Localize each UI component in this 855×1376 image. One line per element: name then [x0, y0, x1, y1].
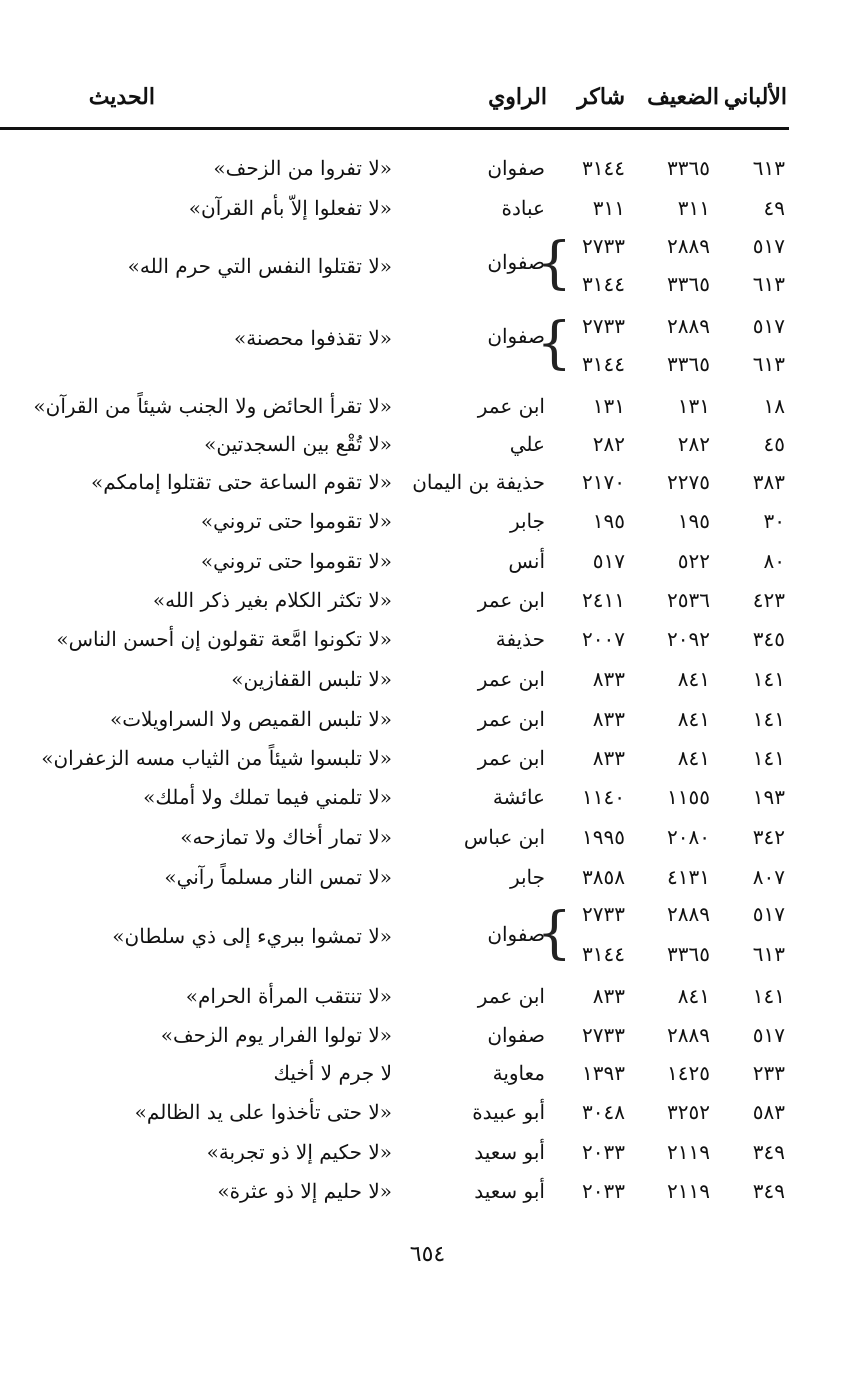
albani-number: ١١٥٥ [667, 785, 710, 809]
narrator: صفوان [487, 1023, 545, 1047]
hadith-text: «لا تقوموا حتى تروني» [200, 509, 392, 533]
daif-number: ٤٥ [763, 432, 785, 456]
table-row [0, 1019, 800, 1051]
albani-number: ٣٣٦٥ [667, 352, 710, 376]
albani-number: ٢٨٢ [677, 432, 710, 456]
table-row [0, 980, 800, 1012]
shakir-number: ٢٠٠٧ [582, 627, 625, 651]
albani-number: ٣١١ [677, 196, 710, 220]
hadith-text: «لا حتى تأخذوا على يد الظالم» [134, 1100, 392, 1124]
brace-mark: { [536, 311, 572, 376]
shakir-number: ٣١٤٤ [582, 272, 625, 296]
daif-number: ١٩٣ [752, 785, 785, 809]
shakir-number: ٢٧٣٣ [582, 1023, 625, 1047]
albani-number: ٢٥٣٦ [667, 588, 710, 612]
shakir-number: ١٩٩٥ [582, 825, 625, 849]
narrator: حذيفة بن اليمان [412, 470, 545, 494]
shakir-number: ١٣٩٣ [582, 1061, 625, 1085]
narrator: ابن عمر [477, 394, 545, 418]
grouped-row [0, 230, 800, 300]
shakir-number: ٣١١ [592, 196, 625, 220]
table-row [0, 1057, 800, 1089]
header-rule [0, 127, 789, 130]
shakir-number: ٥١٧ [592, 549, 625, 573]
narrator: ابن عمر [477, 984, 545, 1008]
albani-number: ٢١١٩ [667, 1140, 710, 1164]
albani-number: ٢٨٨٩ [667, 1023, 710, 1047]
albani-number: ٣٣٦٥ [667, 156, 710, 180]
table-row [0, 390, 800, 422]
daif-number: ١٨ [763, 394, 785, 418]
albani-number: ٨٤١ [677, 746, 710, 770]
narrator: عائشة [492, 785, 545, 809]
hadith-text: لا جرم لا أخيك [273, 1061, 392, 1085]
table-row [0, 192, 800, 224]
narrator: حذيفة [495, 627, 545, 651]
shakir-number: ٣١٤٤ [582, 942, 625, 966]
shakir-number: ٢٠٣٣ [582, 1179, 625, 1203]
hadith-text: «لا تولوا الفرار يوم الزحف» [160, 1023, 392, 1047]
shakir-number: ٨٣٣ [592, 746, 625, 770]
hadith-text: «لا تكونوا امَّعة تقولون إن أحسن الناس» [56, 627, 392, 651]
table-row [0, 663, 800, 695]
hadith-text: «لا تلبس القميص ولا السراويلات» [109, 707, 392, 731]
shakir-number: ٣٠٤٨ [582, 1100, 625, 1124]
daif-number: ٨٠ [763, 549, 785, 573]
header-hadith: الحديث [88, 84, 155, 110]
shakir-number: ٢٤١١ [582, 588, 625, 612]
table-row [0, 584, 800, 616]
shakir-number: ١١٤٠ [582, 785, 625, 809]
shakir-number: ٢٠٣٣ [582, 1140, 625, 1164]
hadith-text: «لا تمار أخاك ولا تمازحه» [180, 825, 392, 849]
narrator: معاوية [492, 1061, 545, 1085]
daif-number: ٦١٣ [752, 942, 785, 966]
narrator: صفوان [487, 250, 545, 274]
daif-number: ٣٤٩ [752, 1179, 785, 1203]
shakir-number: ٢٨٢ [592, 432, 625, 456]
table-row [0, 1175, 800, 1207]
shakir-number: ٣١٤٤ [582, 352, 625, 376]
hadith-text: «لا تقوموا حتى تروني» [200, 549, 392, 573]
table-row [0, 348, 800, 380]
shakir-number: ١٣١ [592, 394, 625, 418]
hadith-text: «لا تقرأ الحائض ولا الجنب شيئاً من القرآن» [33, 394, 392, 418]
daif-number: ٦١٣ [752, 352, 785, 376]
narrator: ابن عمر [477, 746, 545, 770]
daif-number: ٥١٧ [752, 234, 785, 258]
daif-number: ٢٣٣ [752, 1061, 785, 1085]
shakir-number: ٨٣٣ [592, 667, 625, 691]
albani-number: ٤١٣١ [667, 865, 710, 889]
daif-number: ٤٢٣ [752, 588, 785, 612]
narrator: جابر [509, 865, 545, 889]
header-shakir: شاكر [577, 84, 625, 110]
daif-number: ٦١٣ [752, 272, 785, 296]
hadith-text: «لا حليم إلا ذو عثرة» [217, 1179, 392, 1203]
header-rawi: الراوي [488, 84, 547, 110]
narrator: أنس [508, 549, 545, 573]
albani-number: ٨٤١ [677, 707, 710, 731]
albani-number: ٢٠٩٢ [667, 627, 710, 651]
grouped-row [0, 310, 800, 380]
daif-number: ٥١٧ [752, 314, 785, 338]
albani-number: ٣٢٥٢ [667, 1100, 710, 1124]
shakir-number: ٢٧٣٣ [582, 234, 625, 258]
table-row [0, 623, 800, 655]
header-daif: الضعيف [647, 84, 719, 110]
daif-number: ١٤١ [752, 746, 785, 770]
table-row [0, 1136, 800, 1168]
albani-number: ١٣١ [677, 394, 710, 418]
hadith-text: «لا تقذفوا محصنة» [234, 326, 392, 350]
albani-number: ١٤٢٥ [667, 1061, 710, 1085]
daif-number: ٦١٣ [752, 156, 785, 180]
albani-number: ٢٠٨٠ [667, 825, 710, 849]
daif-number: ١٤١ [752, 667, 785, 691]
daif-number: ٣٨٣ [752, 470, 785, 494]
hadith-text: «لا تقتلوا النفس التي حرم الله» [127, 254, 392, 278]
brace-mark: { [536, 901, 572, 966]
table-row [0, 1096, 800, 1128]
narrator: صفوان [487, 324, 545, 348]
hadith-text: «لا تكثر الكلام بغير ذكر الله» [152, 588, 392, 612]
table-row [0, 861, 800, 893]
albani-number: ١٩٥ [677, 509, 710, 533]
albani-number: ٨٤١ [677, 984, 710, 1008]
daif-number: ٨٠٧ [752, 865, 785, 889]
albani-number: ٢٨٨٩ [667, 314, 710, 338]
daif-number: ٣٤٢ [752, 825, 785, 849]
narrator: صفوان [487, 922, 545, 946]
daif-number: ٥١٧ [752, 1023, 785, 1047]
table-header [0, 84, 795, 118]
shakir-number: ٣٨٥٨ [582, 865, 625, 889]
table-row [0, 545, 800, 577]
table-row [0, 703, 800, 735]
hadith-text: «لا تمشوا ببريء إلى ذي سلطان» [112, 924, 392, 948]
table-row [0, 428, 800, 460]
narrator: أبو سعيد [474, 1140, 545, 1164]
daif-number: ٤٩ [763, 196, 785, 220]
daif-number: ٥٨٣ [752, 1100, 785, 1124]
shakir-number: ٣١٤٤ [582, 156, 625, 180]
brace-mark: { [536, 231, 572, 296]
table-row [0, 152, 800, 184]
table-row [0, 742, 800, 774]
grouped-row [0, 898, 800, 970]
hadith-text: «لا تلبس القفازين» [231, 667, 392, 691]
albani-number: ٣٣٦٥ [667, 942, 710, 966]
hadith-text: «لا تُقْع بين السجدتين» [204, 432, 392, 456]
header-albani: الألباني [723, 84, 787, 110]
albani-number: ٢٨٨٩ [667, 902, 710, 926]
albani-number: ٥٢٢ [677, 549, 710, 573]
narrator: أبو عبيدة [472, 1100, 545, 1124]
hadith-text: «لا تلبسوا شيئاً من الثياب مسه الزعفران» [41, 746, 392, 770]
hadith-text: «لا تفروا من الزحف» [213, 156, 392, 180]
hadith-text: «لا تمس النار مسلماً رآني» [164, 865, 392, 889]
daif-number: ٣٤٩ [752, 1140, 785, 1164]
hadith-text: «لا حكيم إلا ذو تجربة» [206, 1140, 392, 1164]
table-row [0, 781, 800, 813]
table-row [0, 821, 800, 853]
table-row [0, 505, 800, 537]
daif-number: ٣٠ [763, 509, 785, 533]
hadith-text: «لا تقوم الساعة حتى تقتلوا إمامكم» [90, 470, 392, 494]
table-row [0, 466, 800, 498]
hadith-text: «لا تنتقب المرأة الحرام» [185, 984, 392, 1008]
shakir-number: ٨٣٣ [592, 707, 625, 731]
albani-number: ٢٨٨٩ [667, 234, 710, 258]
shakir-number: ٢٧٣٣ [582, 902, 625, 926]
narrator: جابر [509, 509, 545, 533]
hadith-text: «لا تلمني فيما تملك ولا أملك» [143, 785, 392, 809]
narrator: أبو سعيد [474, 1179, 545, 1203]
daif-number: ٣٤٥ [752, 627, 785, 651]
page-number: ٦٥٤ [409, 1242, 446, 1267]
narrator: صفوان [487, 156, 545, 180]
narrator: ابن عمر [477, 588, 545, 612]
albani-number: ٢١١٩ [667, 1179, 710, 1203]
shakir-number: ٢١٧٠ [582, 470, 625, 494]
hadith-text: «لا تفعلوا إلاّ بأم القرآن» [188, 196, 392, 220]
albani-number: ٣٣٦٥ [667, 272, 710, 296]
daif-number: ٥١٧ [752, 902, 785, 926]
narrator: ابن عمر [477, 667, 545, 691]
albani-number: ٢٢٧٥ [667, 470, 710, 494]
daif-number: ١٤١ [752, 707, 785, 731]
narrator: علي [509, 432, 545, 456]
shakir-number: ١٩٥ [592, 509, 625, 533]
narrator: ابن عباس [463, 825, 545, 849]
narrator: ابن عمر [477, 707, 545, 731]
albani-number: ٨٤١ [677, 667, 710, 691]
shakir-number: ٨٣٣ [592, 984, 625, 1008]
narrator: عبادة [501, 196, 545, 220]
daif-number: ١٤١ [752, 984, 785, 1008]
shakir-number: ٢٧٣٣ [582, 314, 625, 338]
